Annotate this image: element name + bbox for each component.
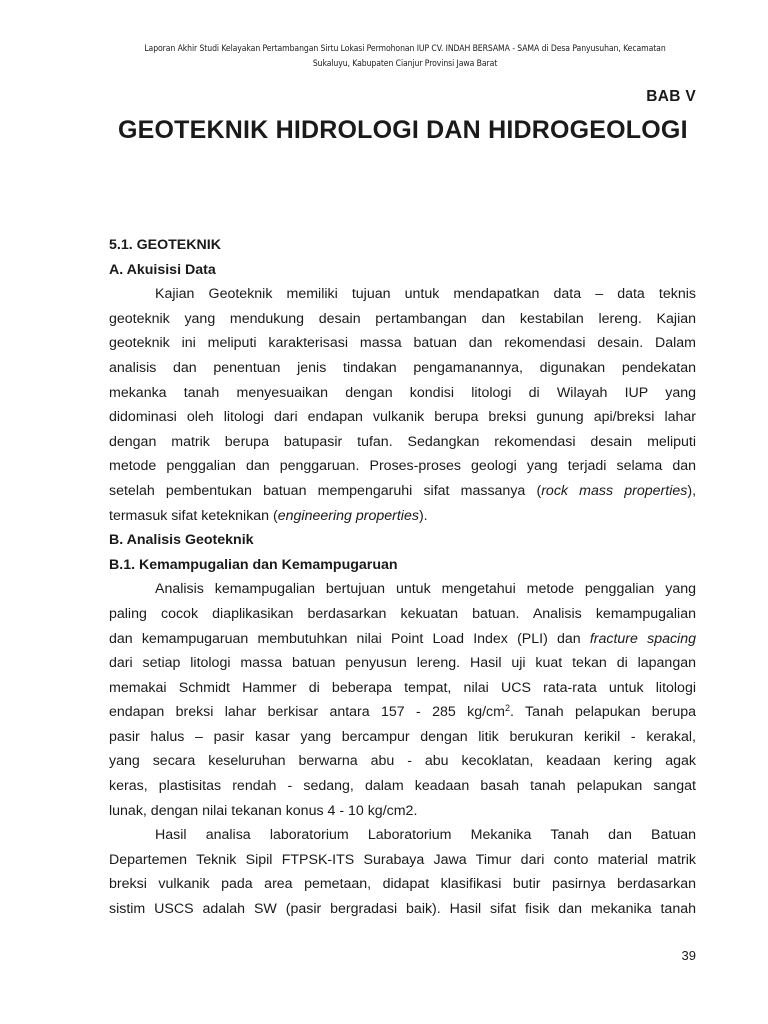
text-line: didominasi oleh litologi dari endapan vulkanik berupa breksi gunung api/breksi lahar (109, 409, 696, 426)
text-line: Kajian Geoteknik memiliki tujuan untuk mendapatkan data – data teknis (155, 286, 696, 303)
text-line: lunak, dengan nilai tekanan konus 4 - 10 kg/cm2. (109, 802, 418, 819)
text-line: dari setiap litologi massa batuan penyusun lereng. Hasil uji kuat tekan di lapangan (109, 655, 696, 672)
text-line: breksi vulkanik pada area pemetaan, didapat klasifikasi butir pasirnya berdasarkan (109, 876, 696, 893)
text-line: paling cocok diaplikasikan berdasarkan kekuatan batuan. Analisis kemampugalian (109, 605, 696, 622)
paragraph-akuisisi (109, 282, 696, 528)
text-line: memakai Schmidt Hammer di beberapa tempat, nilai UCS rata-rata untuk litologi (109, 679, 696, 696)
text-line: dengan matrik berupa batupasir tufan. Sedangkan rekomendasi desain meliputi (109, 433, 696, 450)
italic-term: rock mass properties (541, 482, 688, 499)
text-line: yang secara keseluruhan berwarna abu - abu kecoklatan, keadaan kering agak (109, 753, 696, 770)
paragraph-hasil-analisa (109, 823, 696, 921)
text-line (109, 700, 696, 725)
running-header-line-2: Sukaluyu, Kabupaten Cianjur Provinsi Jawa Barat (312, 59, 498, 69)
text-run: . Tanah pelapukan berupa (509, 704, 696, 721)
text-line: Analisis kemampugalian bertujuan untuk mengetahui metode penggalian yang (155, 581, 696, 598)
text-run: ), (687, 482, 697, 499)
text-line: geoteknik yang mendukung desain pertambangan dan kestabilan lereng. Kajian (109, 310, 696, 327)
text-run: ). (418, 507, 428, 524)
text-line: pasir halus – pasir kasar yang bercampur dengan litik berukuran kerikil - kerakal, (109, 728, 696, 745)
text-run: termasuk sifat keteknikan ( (109, 507, 278, 524)
running-header (140, 42, 671, 72)
text-line (109, 504, 696, 529)
body-text (109, 233, 696, 922)
text-line (109, 479, 696, 504)
section-heading: 5.1. GEOTEKNIK (109, 237, 221, 253)
text-line: analisis dan penentuan jenis tindakan pengamanannya, digunakan pendekatan (109, 359, 696, 376)
chapter-number: BAB V (646, 88, 696, 105)
text-line (109, 627, 696, 652)
subsection-heading-b1: B.1. Kemampugalian dan Kemampugaruan (109, 556, 398, 573)
text-line: metode penggalian dan penggaruan. Proses-proses geologi yang terjadi selama dan (109, 458, 696, 475)
text-run: dan kemampugaruan membutuhkan nilai Point Load Index (PLI) dan (109, 630, 590, 647)
text-line: mekanka tanah menyesuaikan dengan kondisi litologi di Wilayah IUP yang (109, 384, 696, 401)
text-run: endapan breksi lahar berkisar antara 157 - 285 kg/cm (109, 704, 505, 721)
text-line: Departemen Teknik Sipil FTPSK-ITS Surabaya Jawa Timur dari conto material matrik (109, 851, 696, 868)
running-header-line-1: Laporan Akhir Studi Kelayakan Pertambangan Sirtu Lokasi Permohonan IUP CV. INDAH BERSAMA - SAMA di Desa Panyusuhan, Kecamatan (144, 44, 666, 54)
subsection-heading-a: A. Akuisisi Data (109, 261, 216, 278)
superscript: 2 (504, 703, 510, 714)
text-line: Hasil analisa laboratorium Laboratorium Mekanika Tanah dan Batuan (155, 827, 696, 844)
page-number: 39 (681, 948, 696, 963)
italic-term: fracture spacing (589, 630, 696, 647)
text-line: sistim USCS adalah SW (pasir bergradasi baik). Hasil sifat fisik dan mekanika tanah (109, 901, 696, 918)
subsection-heading-b: B. Analisis Geoteknik (109, 532, 254, 549)
text-line: geoteknik ini meliputi karakterisasi massa batuan dan rekomendasi desain. Dalam (109, 335, 696, 352)
text-line: keras, plastisitas rendah - sedang, dalam keadaan basah tanah pelapukan sangat (109, 778, 696, 795)
chapter-title: GEOTEKNIK HIDROLOGI DAN HIDROGEOLOGI (118, 116, 688, 144)
paragraph-kemampugalian (109, 577, 696, 823)
text-run: setelah pembentukan batuan mempengaruhi sifat massanya ( (109, 482, 542, 499)
italic-term: engineering properties (277, 507, 419, 524)
